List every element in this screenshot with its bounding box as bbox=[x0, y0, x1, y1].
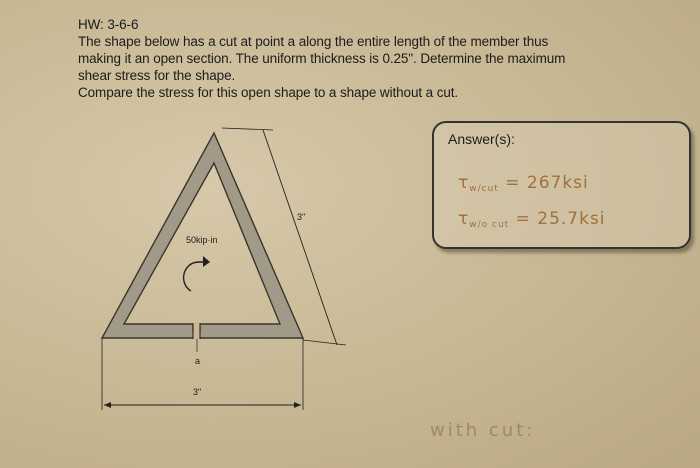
problem-line-1: The shape below has a cut at point a along the entire length of the member thus bbox=[78, 34, 549, 49]
with-cut-subscript: w/cut bbox=[469, 184, 499, 194]
problem-line-4: Compare the stress for this open shape to a shape without a cut. bbox=[78, 85, 459, 100]
cut-gap bbox=[193, 323, 200, 339]
problem-title: HW: 3-6-6 bbox=[78, 17, 139, 32]
answer-box bbox=[432, 121, 691, 249]
side-dimension-line bbox=[222, 128, 273, 130]
handwritten-note: with cut: bbox=[430, 420, 536, 441]
side-dimension-label: 3" bbox=[297, 212, 306, 222]
without-cut-subscript: w/o cut bbox=[469, 220, 510, 230]
problem-line-3: shear stress for the shape. bbox=[78, 68, 236, 83]
without-cut-value: = 25.7ksi bbox=[515, 209, 606, 229]
tau-symbol: τ bbox=[458, 173, 470, 193]
tau-symbol: τ bbox=[458, 209, 470, 229]
torque-label: 50kip·in bbox=[186, 235, 218, 245]
answer-without-cut bbox=[458, 209, 606, 230]
answer-title: Answer(s): bbox=[448, 131, 515, 147]
cut-label: a bbox=[195, 356, 201, 366]
answer-with-cut bbox=[458, 173, 589, 194]
torque-arrow bbox=[184, 262, 205, 291]
problem-line-2: making it an open section. The uniform thickness is 0.25". Determine the maximum bbox=[78, 51, 566, 66]
with-cut-value: = 267ksi bbox=[505, 173, 589, 193]
base-dimension-label: 3" bbox=[193, 387, 202, 397]
